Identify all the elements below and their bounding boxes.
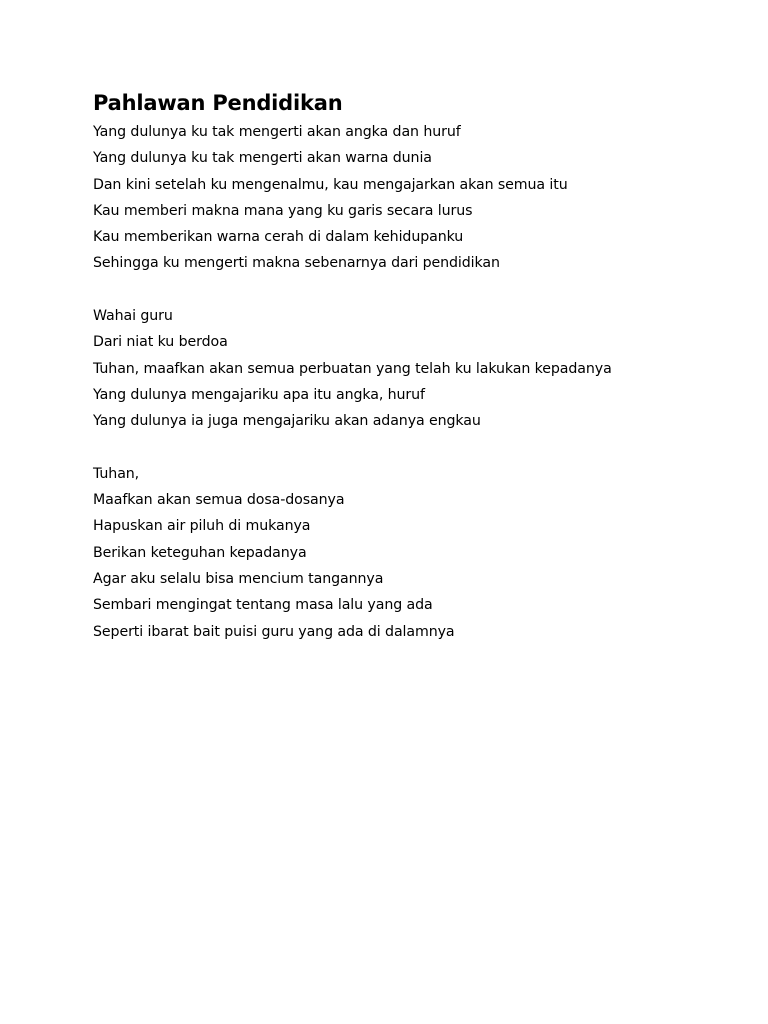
poem-line: Hapuskan air piluh di mukanya: [93, 518, 311, 535]
poem-line: Dari niat ku berdoa: [93, 334, 228, 351]
poem-line: Yang dulunya ku tak mengerti akan warna dunia: [93, 150, 432, 167]
poem-title: Pahlawan Pendidikan: [93, 91, 343, 115]
poem-content: [93, 87, 733, 645]
poem-line: Tuhan, maafkan akan semua perbuatan yang telah ku lakukan kepadanya: [93, 360, 612, 377]
poem-line: Tuhan,: [93, 465, 140, 482]
poem-line: Yang dulunya mengajariku apa itu angka, huruf: [93, 386, 425, 403]
stanza-2: [93, 303, 733, 434]
poem-line: Sehingga ku mengerti makna sebenarnya dari pendidikan: [93, 255, 500, 272]
stanza-3: [93, 461, 733, 645]
poem-line: Wahai guru: [93, 308, 173, 325]
stanza-1: [93, 119, 733, 277]
poem-line: Sembari mengingat tentang masa lalu yang ada: [93, 597, 433, 614]
poem-line: Berikan keteguhan kepadanya: [93, 544, 307, 561]
poem-line: Yang dulunya ia juga mengajariku akan adanya engkau: [93, 413, 481, 430]
poem-line: Yang dulunya ku tak mengerti akan angka dan huruf: [93, 124, 461, 140]
poem-line: Seperti ibarat bait puisi guru yang ada di dalamnya: [93, 623, 455, 640]
poem-line: Dan kini setelah ku mengenalmu, kau mengajarkan akan semua itu: [93, 176, 568, 193]
poem-line: Kau memberi makna mana yang ku garis secara lurus: [93, 202, 473, 219]
poem-line: Agar aku selalu bisa mencium tangannya: [93, 571, 384, 588]
poem-line: Kau memberikan warna cerah di dalam kehidupanku: [93, 229, 464, 246]
poem-line: Maafkan akan semua dosa-dosanya: [93, 492, 345, 509]
